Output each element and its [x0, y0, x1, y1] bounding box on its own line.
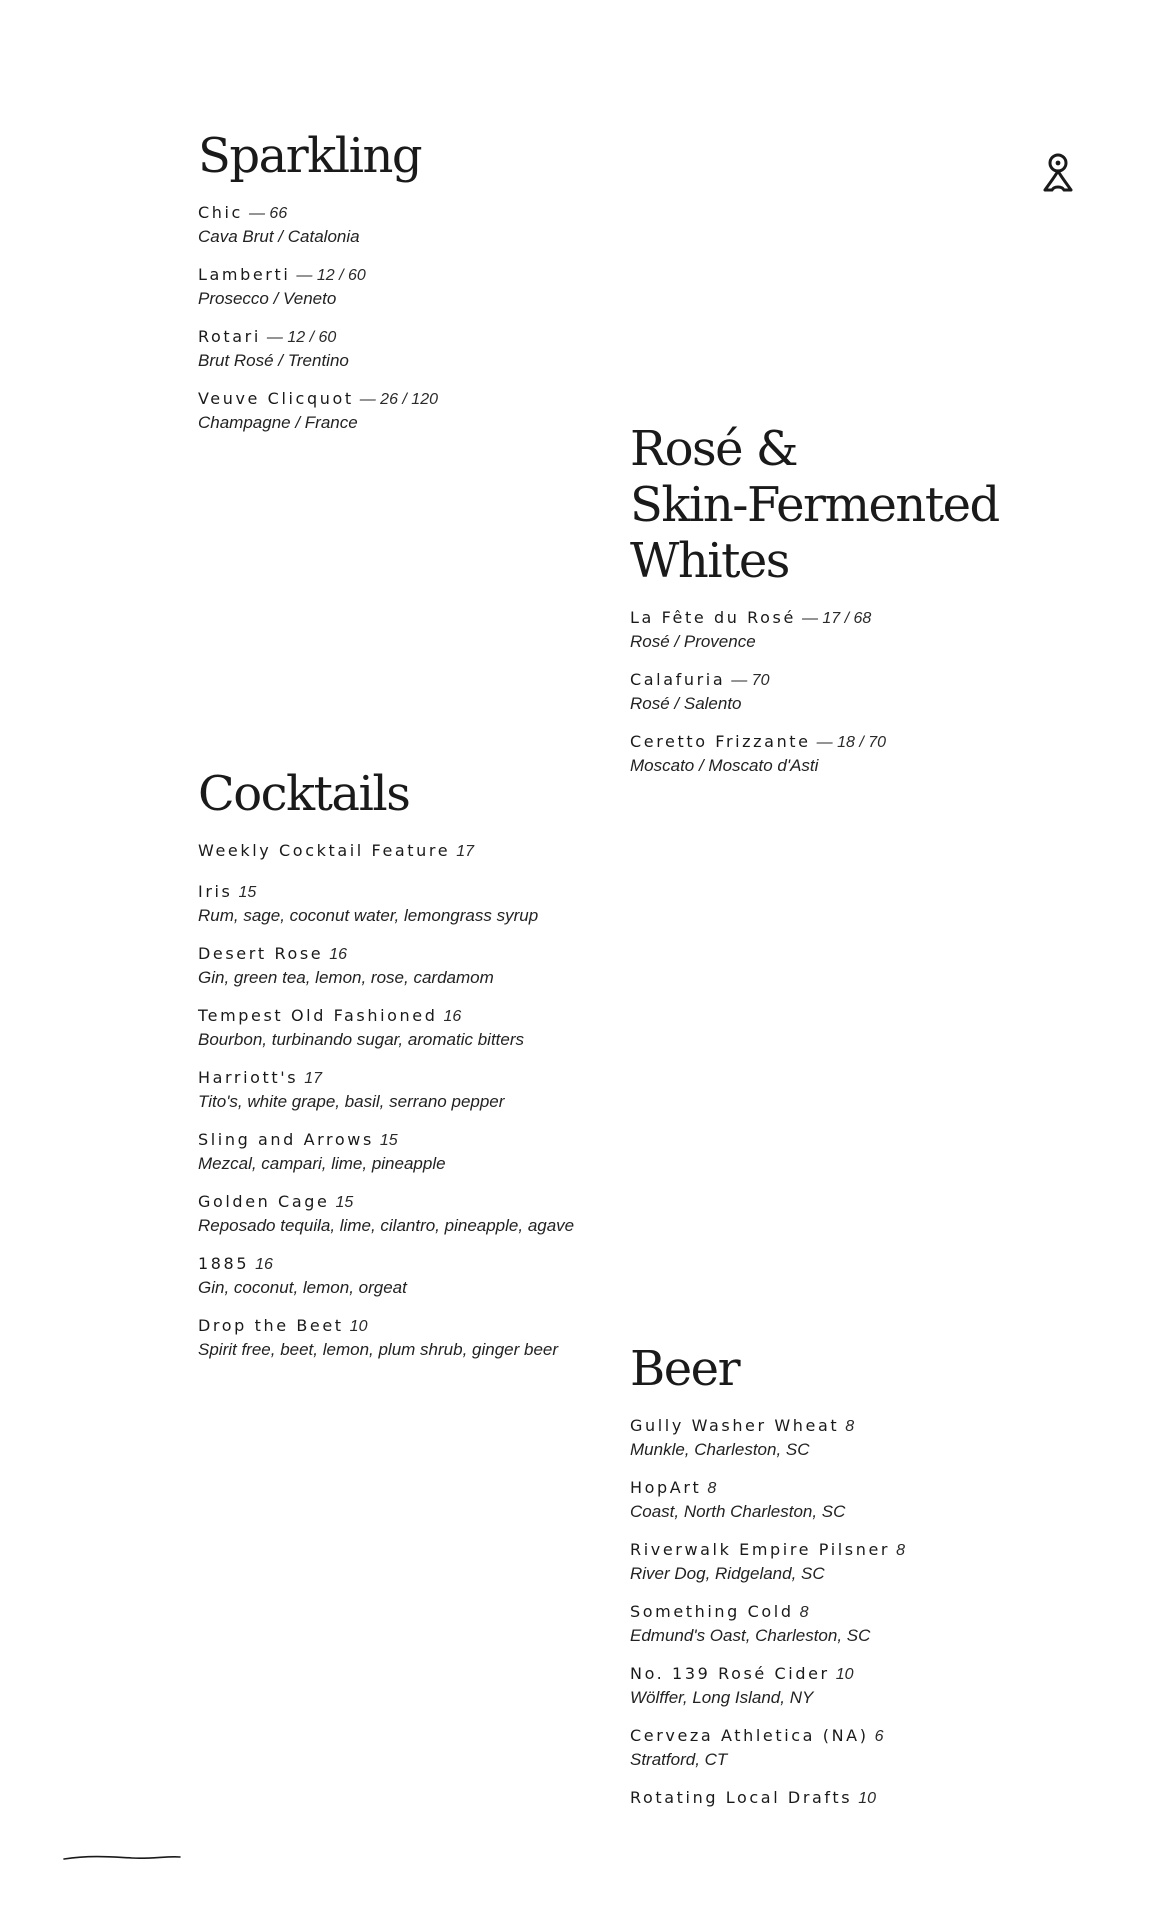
- item-description: Reposado tequila, lime, cilantro, pineapple, agave: [198, 1216, 575, 1235]
- sparkling-title: Sparkling: [198, 128, 422, 184]
- item-description: Mezcal, campari, lime, pineapple: [198, 1154, 446, 1173]
- menu-item: [198, 264, 438, 310]
- item-name: 1885: [198, 1254, 250, 1273]
- item-name: Veuve Clicquot: [198, 389, 354, 408]
- item-description: Rosé / Salento: [630, 694, 742, 713]
- item-price: 16: [255, 1256, 273, 1273]
- menu-item: [198, 1253, 574, 1299]
- item-price: 17: [456, 843, 474, 860]
- item-price: 16: [329, 946, 348, 963]
- menu-item: [630, 1787, 905, 1810]
- menu-item: [630, 607, 1166, 653]
- menu-item: [630, 1415, 905, 1461]
- item-name: Something Cold: [630, 1602, 794, 1621]
- menu-item: [198, 943, 574, 989]
- menu-item: [198, 881, 574, 927]
- item-name: Ceretto Frizzante: [630, 732, 811, 751]
- cocktails-section: [198, 766, 574, 1377]
- item-description: Wölffer, Long Island, NY: [630, 1688, 814, 1707]
- item-description: Edmund's Oast, Charleston, SC: [630, 1626, 871, 1645]
- item-name: Drop the Beet: [198, 1316, 344, 1335]
- item-description: Stratford, CT: [630, 1750, 728, 1769]
- item-price: — 26 / 120: [359, 391, 438, 408]
- item-price: — 66: [248, 205, 288, 222]
- rose-title-line1: Rosé &: [630, 421, 798, 477]
- beer-list: [630, 1415, 905, 1810]
- menu-item: [630, 1601, 905, 1647]
- item-price: — 70: [731, 672, 770, 689]
- item-description: Tito's, white grape, basil, serrano pepper: [198, 1092, 505, 1111]
- item-name: Desert Rose: [198, 944, 324, 963]
- item-price: 10: [858, 1790, 876, 1807]
- item-price: 10: [835, 1666, 854, 1683]
- item-name: Riverwalk Empire Pilsner: [630, 1540, 891, 1559]
- menu-item: [198, 1005, 574, 1051]
- menu-item: [198, 1129, 574, 1175]
- item-price: 17: [304, 1070, 323, 1087]
- menu-item: [630, 1725, 905, 1771]
- item-name: Lamberti: [198, 265, 291, 284]
- item-description: Rosé / Provence: [630, 632, 756, 651]
- item-price: — 12 / 60: [266, 329, 337, 346]
- menu-item: [198, 1191, 574, 1237]
- sparkling-list: [198, 202, 438, 434]
- item-price: 16: [443, 1008, 462, 1025]
- logo-icon: [1040, 152, 1076, 198]
- menu-item: [198, 202, 438, 248]
- menu-item: [630, 1539, 905, 1585]
- item-description: Gin, coconut, lemon, orgeat: [198, 1278, 407, 1297]
- menu-item: [198, 388, 438, 434]
- menu-item: [630, 731, 1166, 777]
- item-price: 10: [349, 1318, 368, 1335]
- sparkling-section: [198, 128, 438, 450]
- item-description: Munkle, Charleston, SC: [630, 1440, 810, 1459]
- item-name: No. 139 Rosé Cider: [630, 1664, 830, 1683]
- item-price: 8: [896, 1542, 905, 1559]
- item-price: — 18 / 70: [816, 734, 887, 751]
- rose-section: [630, 421, 1166, 793]
- item-description: Bourbon, turbinando sugar, aromatic bitters: [198, 1030, 525, 1049]
- item-price: 8: [845, 1418, 855, 1435]
- cocktails-title: Cocktails: [198, 766, 410, 822]
- menu-item: [198, 1067, 574, 1113]
- item-description: Rum, sage, coconut water, lemongrass syrup: [198, 906, 539, 925]
- item-name: Cerveza Athletica (NA): [630, 1726, 869, 1745]
- item-description: Cava Brut / Catalonia: [198, 227, 360, 246]
- menu-item: [630, 1477, 905, 1523]
- item-name: Golden Cage: [198, 1192, 330, 1211]
- item-price: — 12 / 60: [296, 267, 366, 284]
- item-description: River Dog, Ridgeland, SC: [630, 1564, 825, 1583]
- item-description: Brut Rosé / Trentino: [198, 351, 349, 370]
- item-name: La Fête du Rosé: [630, 608, 796, 627]
- rose-title: [630, 421, 1166, 589]
- item-name: Rotari: [198, 327, 261, 346]
- item-price: 15: [335, 1194, 354, 1211]
- item-description: Coast, North Charleston, SC: [630, 1502, 846, 1521]
- menu-item: [630, 1663, 905, 1709]
- item-description: Gin, green tea, lemon, rose, cardamom: [198, 968, 494, 987]
- item-price: 8: [707, 1480, 717, 1497]
- item-price: 8: [799, 1604, 809, 1621]
- cocktails-list: [198, 840, 574, 1361]
- item-price: 15: [238, 884, 257, 901]
- item-name: Calafuria: [630, 670, 726, 689]
- menu-item: [198, 326, 438, 372]
- item-description: Moscato / Moscato d'Asti: [630, 756, 819, 775]
- item-name: Sling and Arrows: [198, 1130, 374, 1149]
- item-description: Champagne / France: [198, 413, 358, 432]
- item-name: Iris: [198, 882, 233, 901]
- item-name: Weekly Cocktail Feature: [198, 841, 451, 860]
- item-description: Spirit free, beet, lemon, plum shrub, ginger beer: [198, 1340, 559, 1359]
- item-name: Gully Washer Wheat: [630, 1416, 840, 1435]
- item-name: Rotating Local Drafts: [630, 1788, 853, 1807]
- item-name: Chic: [198, 203, 243, 222]
- item-name: Harriott's: [198, 1068, 299, 1087]
- item-name: Tempest Old Fashioned: [198, 1006, 438, 1025]
- rose-list: [630, 607, 1166, 777]
- item-price: 15: [379, 1132, 398, 1149]
- item-description: Prosecco / Veneto: [198, 289, 337, 308]
- menu-item: [198, 1315, 574, 1361]
- wave-line-icon: [62, 1850, 182, 1860]
- beer-section: [630, 1341, 905, 1826]
- item-name: HopArt: [630, 1478, 702, 1497]
- item-price: 6: [874, 1728, 884, 1745]
- beer-title: Beer: [630, 1341, 740, 1397]
- menu-item: [630, 669, 1166, 715]
- item-price: — 17 / 68: [801, 610, 872, 627]
- menu-item: [198, 840, 574, 863]
- rose-title-line2: Skin-Fermented Whites: [630, 477, 999, 589]
